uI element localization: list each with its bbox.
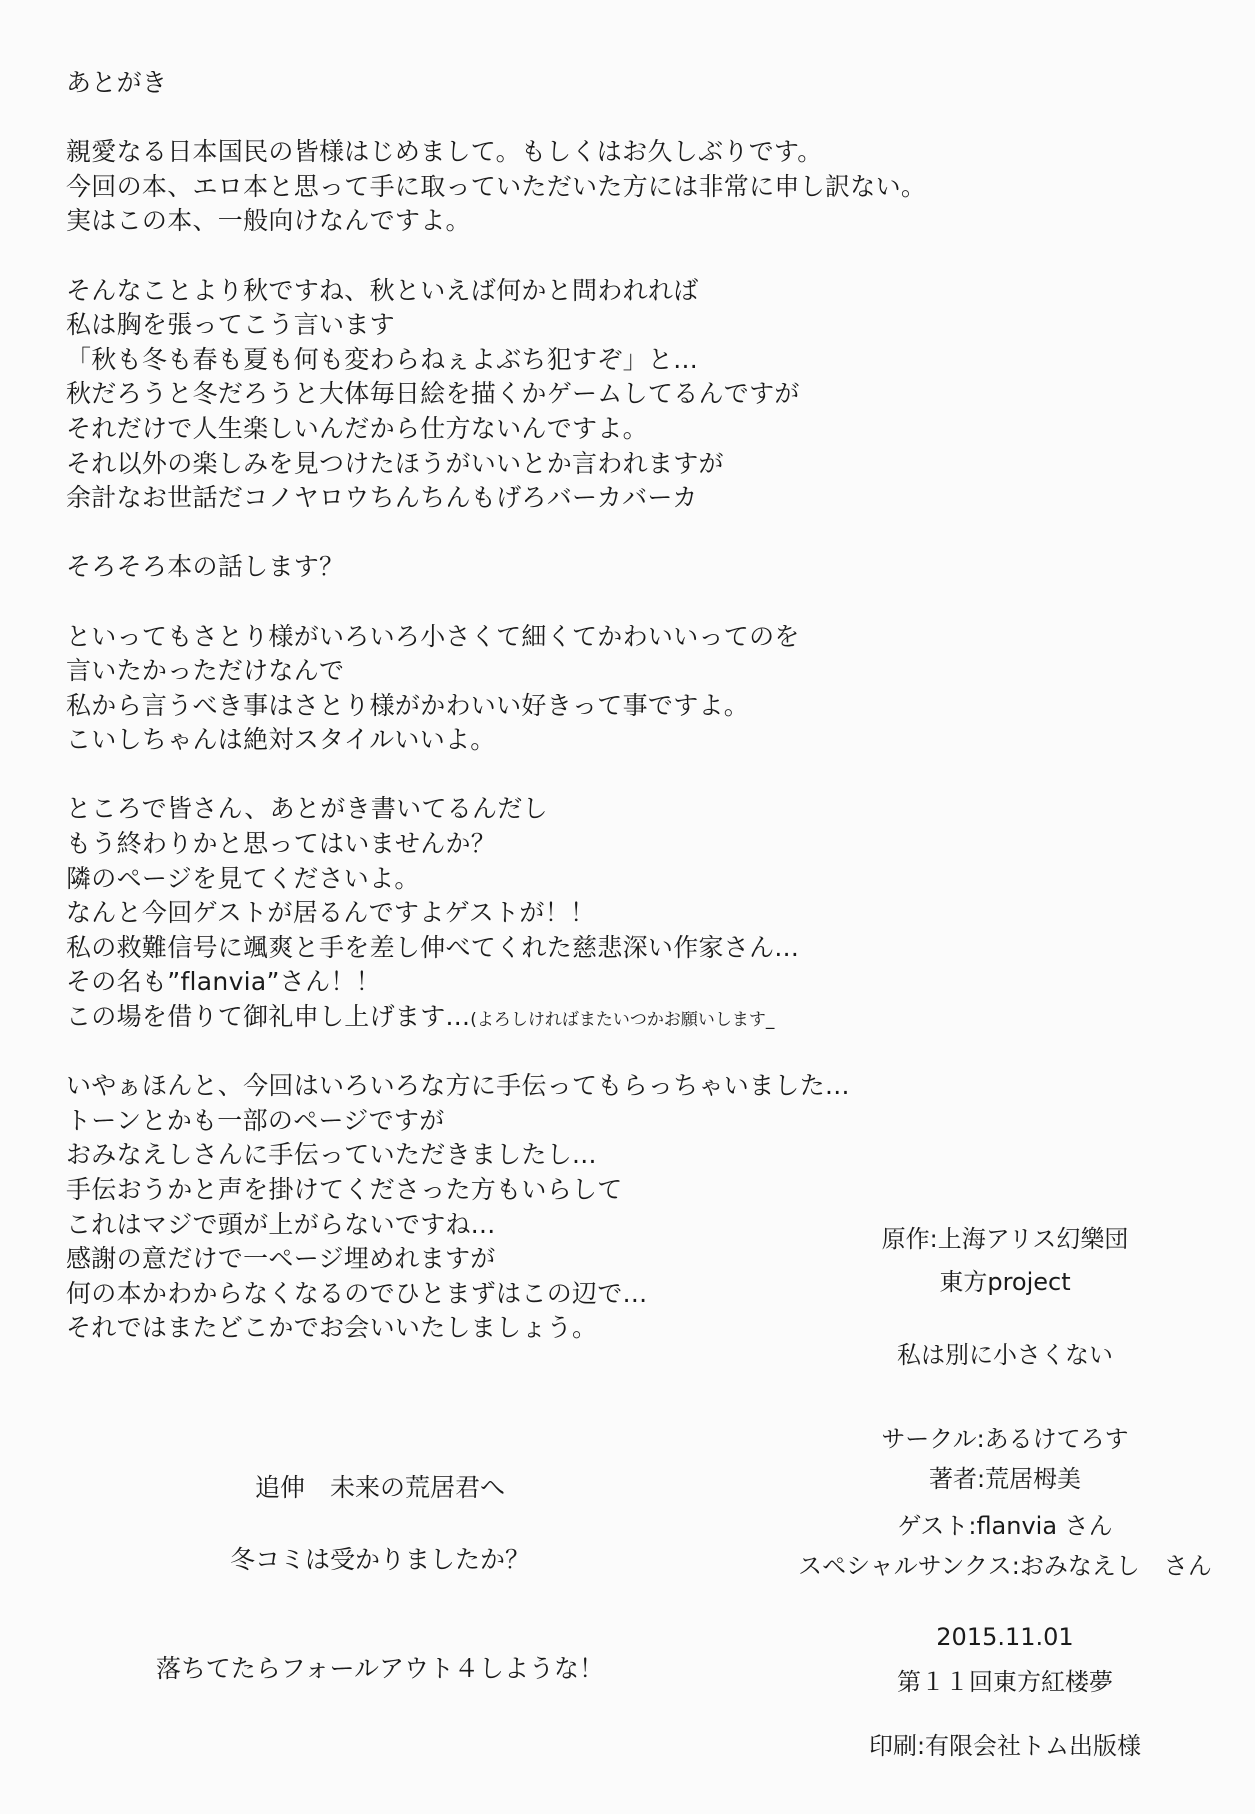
text-line: それではまたどこかでお会いいたしましょう。 (66, 1313, 598, 1343)
text-line: ところで皆さん、あとがき書いてるんだし (66, 794, 548, 824)
colophon-circle: サークル:あるけてろす (881, 1425, 1129, 1453)
text-line: といってもさとり様がいろいろ小さくて細くてかわいいってのを (66, 621, 800, 651)
text-line: 手伝おうかと声を掛けてくださった方もいらして (66, 1175, 623, 1204)
text-line: おみなえしさんに手伝っていただきましたし... (66, 1140, 597, 1170)
colophon-series: 東方project (939, 1268, 1071, 1296)
text-line: 私の救難信号に颯爽と手を差し伸べてくれた慈悲深い作家さん... (66, 932, 800, 962)
thanks-line (66, 1000, 1166, 1035)
colophon-guest: ゲスト:flanvia さん (897, 1512, 1113, 1540)
text-line: 今回の本、エロ本と思って手に取っていただいた方には非常に申し訳ない。 (66, 171, 927, 201)
text-line: 何の本かわからなくなるのでひとまずはこの辺で... (66, 1278, 648, 1308)
text-line: 秋だろうと冬だろうと大体毎日絵を描くかゲームしてるんですが (66, 379, 800, 409)
text-line: 言いたかっただけなんで (66, 656, 345, 686)
text-line: それ以外の楽しみを見つけたほうがいいとか言われますが (66, 448, 724, 478)
text-line: 「秋も冬も春も夏も何も変わらねぇよぶち犯すぞ」と... (66, 344, 698, 374)
text-line: 感謝の意だけで一ページ埋めれますが (66, 1244, 496, 1274)
postscript-question: 冬コミは受かりましたか？ (229, 1545, 530, 1574)
colophon-printer: 印刷:有限会社トム出版様 (868, 1732, 1142, 1760)
text-line: 実はこの本、一般向けなんですよ。 (66, 206, 471, 236)
text-line: そろそろ本の話します？ (66, 552, 345, 582)
postscript-heading: 追伸 未来の荒居君へ (254, 1473, 505, 1502)
afterword-body (66, 66, 1166, 1346)
thanks-aside: (よろしければまたいつかお願いします_ (470, 1010, 775, 1031)
text-line: 私は胸を張ってこう言います (66, 310, 395, 340)
afterword-title: あとがき (66, 68, 168, 97)
colophon-original: 原作:上海アリス幻樂団 (881, 1225, 1129, 1253)
colophon-date: 2015.11.01 (936, 1623, 1074, 1651)
text-line: そんなことより秋ですね、秋といえば何かと問われれば (66, 275, 699, 305)
text-line: その名も”flanvia”さん！！ (66, 967, 381, 997)
text-line: これはマジで頭が上がらないですね... (66, 1209, 496, 1239)
text-line: もう終わりかと思ってはいませんか？ (66, 829, 497, 859)
text-line: 余計なお世話だコノヤロウちんちんもげろバーカバーカ (66, 483, 698, 513)
colophon-special-thanks: スペシャルサンクス:おみなえし さん (798, 1552, 1212, 1580)
colophon-author: 著者:荒居栂美 (928, 1465, 1082, 1493)
colophon-book-title: 私は別に小さくない (897, 1341, 1113, 1369)
text-line: トーンとかも一部のページですが (66, 1105, 445, 1135)
text-line: それだけで人生楽しいんだから仕方ないんですよ。 (66, 413, 648, 443)
text-line: いやぁほんと、今回はいろいろな方に手伝ってもらっちゃいました... (66, 1071, 850, 1101)
postscript-closing: 落ちてたらフォールアウト４しような！ (155, 1654, 604, 1683)
text-line: 私から言うべき事はさとり様がかわいい好きって事ですよ。 (66, 690, 750, 720)
text-line: 隣のページを見てくださいよ。 (66, 863, 420, 893)
text-line: こいしちゃんは絶対スタイルいいよ。 (66, 725, 496, 755)
text-line: 親愛なる日本国民の皆様はじめまして。もしくはお久しぶりです。 (66, 137, 823, 167)
thanks-main: この場を借りて御礼申し上げます... (66, 1002, 471, 1032)
colophon-event: 第１１回東方紅楼夢 (897, 1668, 1113, 1696)
text-line: なんと今回ゲストが居るんですよゲストが！！ (66, 898, 596, 928)
